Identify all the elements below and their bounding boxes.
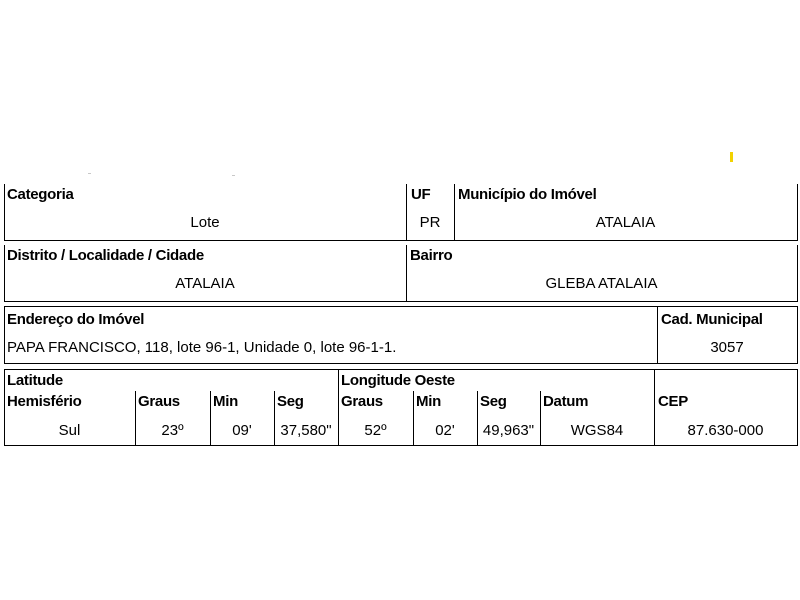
lat-min-label: Min — [213, 393, 238, 410]
lat-seg-label: Seg — [277, 393, 304, 410]
categoria-value: Lote — [190, 214, 220, 231]
lon-seg-label: Seg — [480, 393, 507, 410]
cep-value: 87.630-000 — [687, 422, 764, 439]
municipio-value: ATALAIA — [595, 214, 656, 231]
latitude-label: Latitude — [7, 372, 63, 389]
uf-value: PR — [419, 214, 441, 231]
endereco-value: PAPA FRANCISCO, 118, lote 96-1, Unidade 0, lote 96-1-1. — [7, 339, 397, 356]
categoria-label: Categoria — [7, 186, 74, 203]
datum-value: WGS84 — [570, 422, 624, 439]
lat-graus-value: 23º — [161, 422, 184, 439]
hemisferio-value: Sul — [58, 422, 81, 439]
lat-seg-value: 37,580" — [280, 422, 332, 439]
cad-municipal-label: Cad. Municipal — [661, 311, 763, 328]
distrito-label: Distrito / Localidade / Cidade — [7, 247, 204, 264]
lon-graus-label: Graus — [341, 393, 383, 410]
hemisferio-label: Hemisfério — [7, 393, 82, 410]
cep-label: CEP — [658, 393, 688, 410]
scan-speck — [232, 175, 235, 176]
uf-label: UF — [411, 186, 431, 203]
lat-min-value: 09' — [232, 422, 252, 439]
bairro-value: GLEBA ATALAIA — [545, 275, 658, 292]
lon-min-label: Min — [416, 393, 441, 410]
lat-graus-label: Graus — [138, 393, 180, 410]
municipio-label: Município do Imóvel — [458, 186, 597, 203]
lon-graus-value: 52º — [364, 422, 387, 439]
highlight-mark — [730, 152, 733, 162]
cad-municipal-value: 3057 — [710, 339, 744, 356]
lon-min-value: 02' — [435, 422, 455, 439]
bairro-label: Bairro — [410, 247, 453, 264]
distrito-value: ATALAIA — [175, 275, 235, 292]
datum-label: Datum — [543, 393, 589, 410]
endereco-label: Endereço do Imóvel — [7, 311, 145, 328]
longitude-label: Longitude Oeste — [341, 372, 455, 389]
lon-seg-value: 49,963" — [482, 422, 535, 439]
scan-speck — [88, 173, 91, 174]
